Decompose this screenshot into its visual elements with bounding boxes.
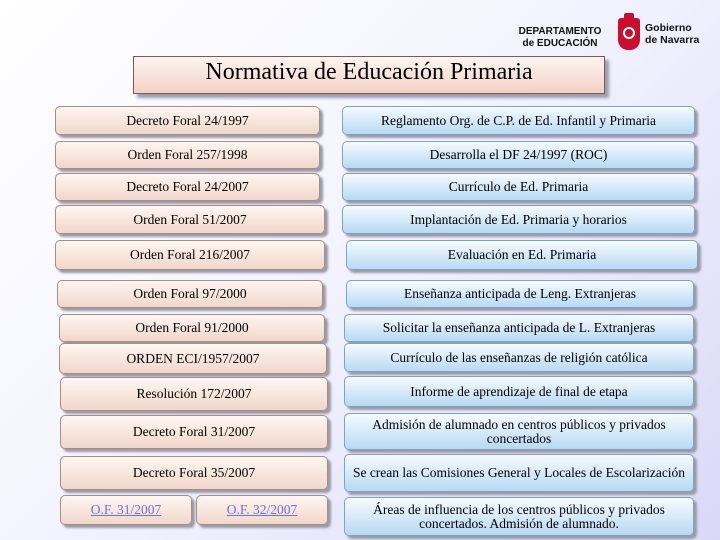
description-box-7: [344, 343, 694, 372]
department-line-1: DEPARTAMENTO: [518, 26, 602, 37]
regulation-button-10[interactable]: [60, 456, 328, 490]
regulation-button-0[interactable]: [55, 106, 320, 135]
regulation-link-label: O.F. 31/2007: [90, 502, 162, 517]
description-text: Reglamento Org. de C.P. de Ed. Infantil y Primaria: [381, 112, 656, 128]
department-label: [505, 26, 615, 50]
description-box-6: [344, 314, 694, 342]
regulation-label: Resolución 172/2007: [136, 386, 252, 401]
regulation-label: Decreto Foral 24/2007: [126, 179, 249, 194]
regulation-link-label: O.F. 32/2007: [226, 502, 298, 517]
navarra-shield-icon: [618, 18, 640, 50]
description-text: Currículo de las enseñanzas de religión católica: [390, 349, 648, 365]
description-box-1: [342, 141, 695, 169]
description-box-10: [344, 454, 694, 492]
logo-text: [645, 22, 699, 46]
regulation-label: Decreto Foral 31/2007: [132, 424, 256, 439]
description-box-5: [346, 280, 694, 308]
description-box-3: [342, 205, 695, 234]
gobierno-navarra-logo: [618, 18, 708, 54]
regulation-button-6[interactable]: [59, 314, 325, 342]
regulation-button-9[interactable]: [60, 415, 328, 449]
regulation-button-8[interactable]: [60, 377, 328, 411]
description-box-2: [342, 173, 695, 201]
logo-line-2: de Navarra: [645, 34, 700, 46]
department-line-2: de EDUCACIÓN: [522, 38, 598, 49]
regulation-label: Orden Foral 91/2000: [135, 320, 249, 335]
description-text: Se crean las Comisiones General y Locales de Escolarización: [352, 465, 686, 480]
description-text: Implantación de Ed. Primaria y horarios: [410, 211, 627, 227]
description-text: Admisión de alumnado en centros públicos y privados concertados: [372, 416, 666, 446]
description-text: Evaluación en Ed. Primaria: [447, 247, 597, 262]
regulation-button-2[interactable]: [55, 173, 320, 201]
description-box-11: [344, 497, 694, 536]
description-box-8: [344, 376, 694, 407]
regulation-label: Orden Foral 51/2007: [133, 211, 247, 227]
regulation-button-of-32-2007[interactable]: [196, 495, 328, 525]
regulation-label: Orden Foral 257/1998: [127, 147, 248, 162]
regulation-label: Decreto Foral 35/2007: [132, 465, 256, 480]
description-text: Enseñanza anticipada de Leng. Extranjeras: [403, 286, 636, 301]
description-text: Currículo de Ed. Primaria: [448, 179, 589, 194]
regulation-label: ORDEN ECI/1957/2007: [126, 350, 260, 366]
regulation-button-7[interactable]: [59, 343, 327, 374]
regulation-button-5[interactable]: [57, 280, 323, 308]
regulation-label: Decreto Foral 24/1997: [126, 112, 249, 128]
regulation-label: Orden Foral 216/2007: [130, 247, 250, 262]
description-text: Informe de aprendizaje de final de etapa: [410, 383, 628, 399]
regulation-button-4[interactable]: [55, 240, 325, 270]
regulation-button-of-31-2007[interactable]: [60, 495, 192, 525]
regulation-button-3[interactable]: [55, 205, 325, 234]
page-title: Normativa de Educación Primaria: [205, 59, 533, 85]
description-text: Desarrolla el DF 24/1997 (ROC): [429, 147, 608, 162]
regulation-button-1[interactable]: [55, 141, 320, 169]
description-box-0: [342, 106, 695, 135]
description-box-4: [346, 240, 698, 270]
description-box-9: [344, 413, 694, 450]
description-text: Solicitar la enseñanza anticipada de L. Extranjeras: [382, 320, 656, 335]
description-text: Áreas de influencia de los centros públicos y privados concertados. Admisión de alumnado.: [373, 501, 665, 531]
logo-line-1: Gobierno: [645, 22, 692, 34]
regulation-label: Orden Foral 97/2000: [133, 286, 247, 301]
page-title-box: [133, 56, 605, 94]
